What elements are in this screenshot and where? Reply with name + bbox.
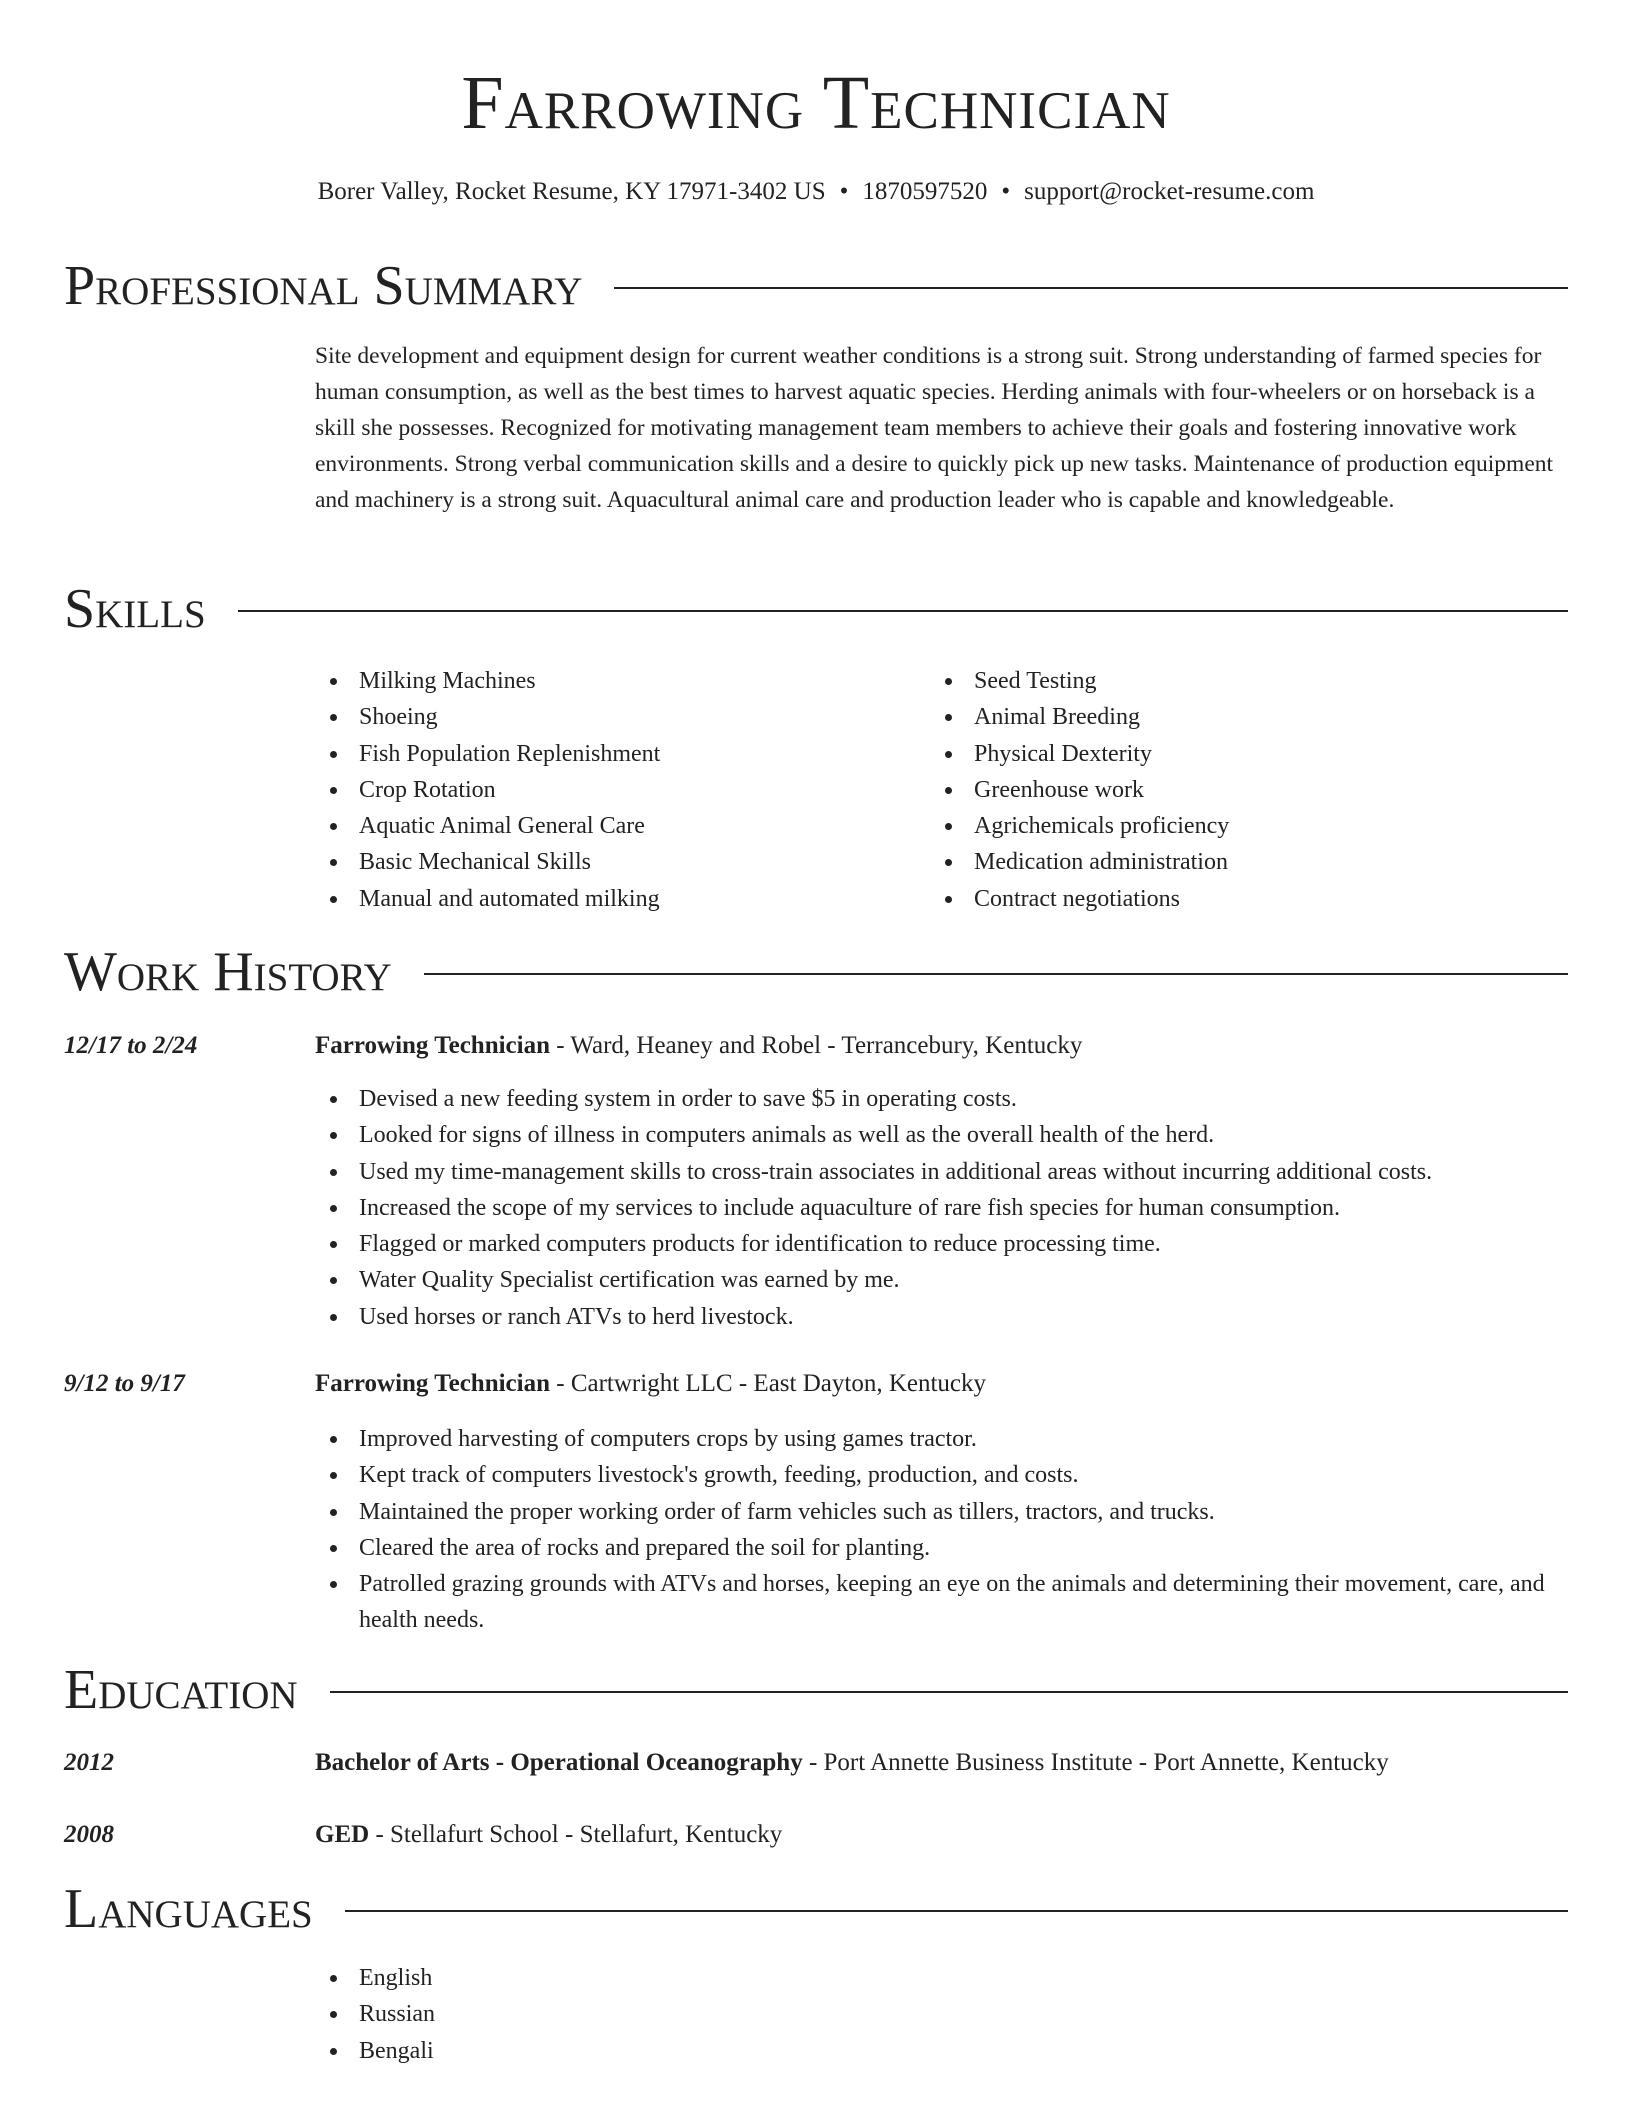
skill-item: Basic Mechanical Skills: [315, 844, 875, 880]
contact-separator: •: [839, 178, 849, 205]
section-header-languages: [64, 1877, 1568, 1941]
section-header-skills: [64, 577, 1568, 641]
job-bullet: Maintained the proper working order of farm vehicles such as tillers, tractors, and trucks.: [315, 1494, 1570, 1530]
section-divider: [238, 610, 1568, 612]
section-header-summary: [64, 254, 1568, 318]
section-divider: [345, 1910, 1568, 1912]
job-employer: - Cartwright LLC - East Dayton, Kentucky: [550, 1370, 987, 1397]
skill-item: Crop Rotation: [315, 772, 875, 808]
contact-phone: 1870597520: [862, 178, 988, 205]
section-divider: [424, 973, 1568, 975]
job-dates: 9/12 to 9/17: [64, 1370, 185, 1397]
job-bullet: Used my time-management skills to cross-train associates in additional areas without incurring additional costs.: [315, 1154, 1570, 1190]
job-dates: 12/17 to 2/24: [64, 1032, 198, 1059]
section-divider: [330, 1691, 1568, 1693]
contact-email: support@rocket-resume.com: [1024, 178, 1315, 205]
skill-item: Manual and automated milking: [315, 881, 875, 917]
education-entry: [315, 1817, 782, 1853]
job-bullet: Patrolled grazing grounds with ATVs and horses, keeping an eye on the animals and determining their movement, care, and health needs.: [315, 1566, 1570, 1639]
section-title: Work History: [64, 941, 392, 1003]
skill-item: Animal Breeding: [930, 699, 1530, 735]
job-bullet: Increased the scope of my services to include aquaculture of rare fish species for human consumption.: [315, 1190, 1570, 1226]
job-bullets: [315, 1081, 1570, 1335]
skills-list-left: [315, 663, 875, 917]
section-title: Languages: [64, 1878, 313, 1940]
section-title: Education: [64, 1659, 298, 1721]
education-degree: GED: [315, 1821, 370, 1848]
skill-item: Shoeing: [315, 699, 875, 735]
skills-list-right: [930, 663, 1530, 917]
job-heading: [315, 1366, 986, 1402]
education-school: - Stellafurt School - Stellafurt, Kentucky: [369, 1821, 783, 1848]
contact-line: [0, 176, 1632, 208]
section-header-education: [64, 1658, 1568, 1722]
job-bullet: Used horses or ranch ATVs to herd livestock.: [315, 1299, 1570, 1335]
section-title: Skills: [64, 578, 206, 640]
skill-item: Greenhouse work: [930, 772, 1530, 808]
job-title: Farrowing Technician: [315, 1032, 550, 1059]
section-divider: [614, 287, 1568, 289]
skill-item: Medication administration: [930, 844, 1530, 880]
language-item: Russian: [315, 1996, 915, 2032]
job-bullet: Kept track of computers livestock's growth, feeding, production, and costs.: [315, 1457, 1570, 1493]
language-item: English: [315, 1960, 915, 1996]
job-bullet: Improved harvesting of computers crops by using games tractor.: [315, 1421, 1570, 1457]
language-item: Bengali: [315, 2033, 915, 2069]
education-year: 2012: [64, 1749, 114, 1776]
skill-item: Milking Machines: [315, 663, 875, 699]
education-entry: [315, 1745, 1389, 1781]
job-bullet: Water Quality Specialist certification was earned by me.: [315, 1262, 1570, 1298]
section-header-work-history: [64, 940, 1568, 1004]
skill-item: Seed Testing: [930, 663, 1530, 699]
education-school: - Port Annette Business Institute - Port Annette, Kentucky: [802, 1749, 1389, 1776]
job-bullet: Cleared the area of rocks and prepared the soil for planting.: [315, 1530, 1570, 1566]
summary-text: Site development and equipment design for current weather conditions is a strong suit. Strong understanding of farmed species for human consumption, as well as the best times to harvest aquatic species. Herding animals with four-wheelers or on horseback is a skill she possesses. Recognized for motivating management team members to achieve their goals and fostering innovative work environments. Strong verbal communication skills and a desire to quickly pick up new tasks. Maintenance of production equipment and machinery is a strong suit. Aquacultural animal care and production leader who is capable and knowledgeable.: [315, 343, 1554, 513]
job-bullet: Flagged or marked computers products for identification to reduce processing time.: [315, 1226, 1570, 1262]
job-heading: [315, 1028, 1082, 1064]
skill-item: Fish Population Replenishment: [315, 736, 875, 772]
job-bullets: [315, 1421, 1570, 1639]
skill-item: Contract negotiations: [930, 881, 1530, 917]
contact-separator: •: [1001, 178, 1011, 205]
skill-item: Physical Dexterity: [930, 736, 1530, 772]
education-degree: Bachelor of Arts - Operational Oceanography: [315, 1749, 803, 1776]
job-bullet: Devised a new feeding system in order to save $5 in operating costs.: [315, 1081, 1570, 1117]
job-title: Farrowing Technician: [315, 1370, 550, 1397]
skill-item: Agrichemicals proficiency: [930, 808, 1530, 844]
languages-list: [315, 1960, 915, 2069]
contact-address: Borer Valley, Rocket Resume, KY 17971-3402 US: [317, 178, 826, 205]
section-title: Professional Summary: [64, 255, 583, 317]
skill-item: Aquatic Animal General Care: [315, 808, 875, 844]
job-bullet: Looked for signs of illness in computers animals as well as the overall health of the herd.: [315, 1117, 1570, 1153]
candidate-name: Farrowing Technician: [461, 61, 1171, 145]
job-employer: - Ward, Heaney and Robel - Terrancebury, Kentucky: [550, 1032, 1083, 1059]
education-year: 2008: [64, 1821, 114, 1848]
